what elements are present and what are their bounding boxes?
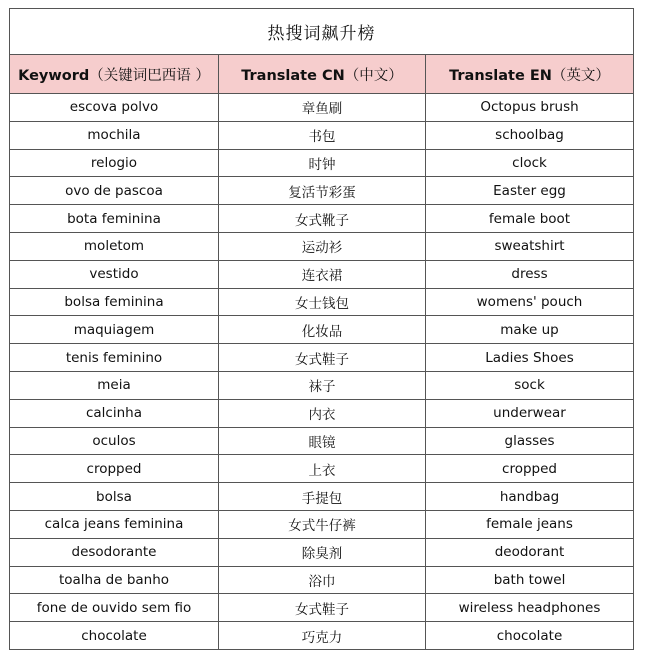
keyword-cell: moletom bbox=[10, 232, 219, 260]
keyword-cell: oculos bbox=[10, 427, 219, 455]
translation-cn-cell: 化妆品 bbox=[219, 316, 426, 344]
translation-cn-cell: 女式鞋子 bbox=[219, 344, 426, 372]
keyword-cell: vestido bbox=[10, 260, 219, 288]
translation-en-cell: sweatshirt bbox=[426, 232, 634, 260]
translation-cn-cell: 连衣裙 bbox=[219, 260, 426, 288]
translation-en-cell: womens' pouch bbox=[426, 288, 634, 316]
keyword-cell: bolsa feminina bbox=[10, 288, 219, 316]
column-header-label: Translate EN bbox=[449, 67, 552, 84]
translation-en-cell: schoolbag bbox=[426, 121, 634, 149]
table-body bbox=[10, 94, 634, 650]
keyword-cell: fone de ouvido sem fio bbox=[10, 594, 219, 622]
title-row bbox=[10, 9, 634, 55]
translation-en-cell: chocolate bbox=[426, 622, 634, 650]
translation-en-cell: deodorant bbox=[426, 538, 634, 566]
translation-en-cell: cropped bbox=[426, 455, 634, 483]
keyword-cell: calcinha bbox=[10, 399, 219, 427]
translation-en-cell: sock bbox=[426, 371, 634, 399]
table-row bbox=[10, 622, 634, 650]
column-header-label: Translate CN bbox=[241, 67, 345, 84]
column-header-keyword bbox=[10, 55, 219, 94]
translation-cn-cell: 复活节彩蛋 bbox=[219, 177, 426, 205]
table-title: 热搜词飙升榜 bbox=[10, 9, 634, 55]
table-row bbox=[10, 260, 634, 288]
translation-en-cell: female jeans bbox=[426, 510, 634, 538]
table-row bbox=[10, 483, 634, 511]
table-row bbox=[10, 399, 634, 427]
keyword-cell: relogio bbox=[10, 149, 219, 177]
translation-en-cell: female boot bbox=[426, 205, 634, 233]
table-row bbox=[10, 205, 634, 233]
translation-cn-cell: 女式鞋子 bbox=[219, 594, 426, 622]
translation-en-cell: wireless headphones bbox=[426, 594, 634, 622]
keyword-cell: ovo de pascoa bbox=[10, 177, 219, 205]
table-row bbox=[10, 177, 634, 205]
translation-cn-cell: 上衣 bbox=[219, 455, 426, 483]
translation-en-cell: Ladies Shoes bbox=[426, 344, 634, 372]
table-row bbox=[10, 344, 634, 372]
translation-cn-cell: 除臭剂 bbox=[219, 538, 426, 566]
keyword-cell: chocolate bbox=[10, 622, 219, 650]
table-row bbox=[10, 594, 634, 622]
table-row bbox=[10, 94, 634, 122]
column-header-suffix: （中文） bbox=[344, 67, 403, 84]
table-row bbox=[10, 455, 634, 483]
keyword-cell: bota feminina bbox=[10, 205, 219, 233]
translation-en-cell: dress bbox=[426, 260, 634, 288]
translation-cn-cell: 眼镜 bbox=[219, 427, 426, 455]
keyword-cell: maquiagem bbox=[10, 316, 219, 344]
table-row bbox=[10, 510, 634, 538]
trending-keywords-table bbox=[9, 8, 634, 650]
translation-cn-cell: 手提包 bbox=[219, 483, 426, 511]
translation-cn-cell: 女式靴子 bbox=[219, 205, 426, 233]
translation-en-cell: glasses bbox=[426, 427, 634, 455]
trending-keywords-table-wrapper bbox=[9, 8, 633, 650]
header-row bbox=[10, 55, 634, 94]
translation-cn-cell: 书包 bbox=[219, 121, 426, 149]
translation-en-cell: bath towel bbox=[426, 566, 634, 594]
translation-cn-cell: 巧克力 bbox=[219, 622, 426, 650]
keyword-cell: meia bbox=[10, 371, 219, 399]
keyword-cell: desodorante bbox=[10, 538, 219, 566]
translation-en-cell: handbag bbox=[426, 483, 634, 511]
column-header-translate-en bbox=[426, 55, 634, 94]
table-row bbox=[10, 316, 634, 344]
column-header-suffix: （英文） bbox=[551, 67, 610, 84]
table-row bbox=[10, 538, 634, 566]
table-row bbox=[10, 427, 634, 455]
table-row bbox=[10, 232, 634, 260]
translation-cn-cell: 袜子 bbox=[219, 371, 426, 399]
translation-en-cell: make up bbox=[426, 316, 634, 344]
table-row bbox=[10, 288, 634, 316]
translation-en-cell: Easter egg bbox=[426, 177, 634, 205]
translation-cn-cell: 章鱼刷 bbox=[219, 94, 426, 122]
keyword-cell: tenis feminino bbox=[10, 344, 219, 372]
table-row bbox=[10, 121, 634, 149]
keyword-cell: mochila bbox=[10, 121, 219, 149]
translation-cn-cell: 内衣 bbox=[219, 399, 426, 427]
translation-en-cell: underwear bbox=[426, 399, 634, 427]
translation-cn-cell: 女士钱包 bbox=[219, 288, 426, 316]
keyword-cell: escova polvo bbox=[10, 94, 219, 122]
column-header-label: Keyword bbox=[18, 67, 90, 84]
column-header-translate-cn bbox=[219, 55, 426, 94]
table-row bbox=[10, 149, 634, 177]
table-row bbox=[10, 371, 634, 399]
keyword-cell: bolsa bbox=[10, 483, 219, 511]
translation-en-cell: clock bbox=[426, 149, 634, 177]
keyword-cell: toalha de banho bbox=[10, 566, 219, 594]
keyword-cell: calca jeans feminina bbox=[10, 510, 219, 538]
translation-en-cell: Octopus brush bbox=[426, 94, 634, 122]
keyword-cell: cropped bbox=[10, 455, 219, 483]
column-header-suffix: （关键词巴西语 ） bbox=[89, 67, 210, 84]
translation-cn-cell: 时钟 bbox=[219, 149, 426, 177]
table-row bbox=[10, 566, 634, 594]
translation-cn-cell: 女式牛仔裤 bbox=[219, 510, 426, 538]
translation-cn-cell: 运动衫 bbox=[219, 232, 426, 260]
translation-cn-cell: 浴巾 bbox=[219, 566, 426, 594]
